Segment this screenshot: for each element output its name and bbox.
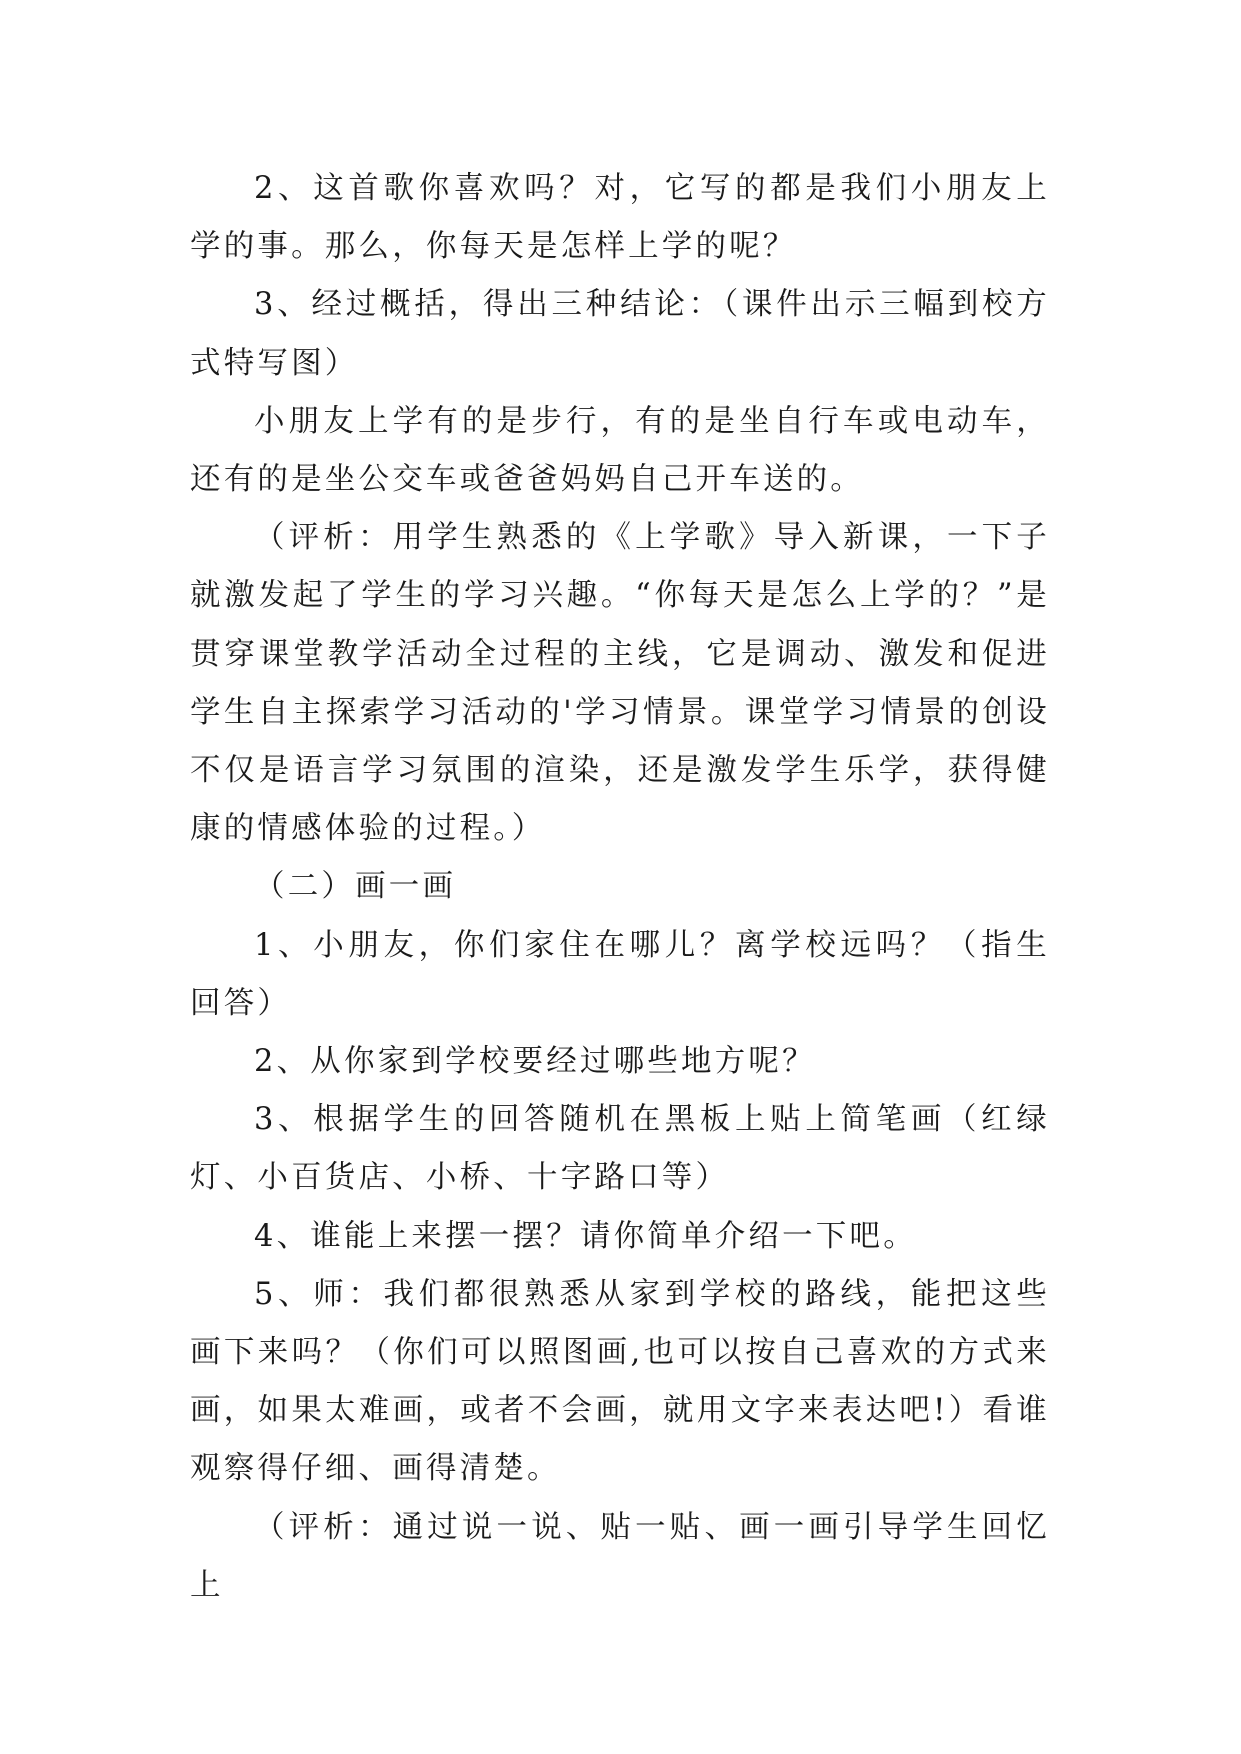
paragraph-conclusion-3: 3、经过概括，得出三种结论：（课件出示三幅到校方式特写图）: [190, 287, 1050, 381]
paragraph-commentary-2: （评析：通过说一说、贴一贴、画一画引导学生回忆上: [190, 1509, 1050, 1603]
section-heading-draw: （二）画一画: [254, 869, 457, 905]
paragraph-draw-3: 3、根据学生的回答随机在黑板上贴上简笔画（红绿灯、小百货店、小桥、十字路口等）: [190, 1102, 1050, 1196]
paragraph-commentary-1: （评析：用学生熟悉的《上学歌》导入新课，一下子就激发起了学生的学习兴趣。“你每天是怎么上学的？”是贯穿课堂教学活动全过程的主线，它是调动、激发和促进学生自主探索学习活动的'学习情景。课堂学习情景的创设不仅是语言学习氛围的渲染，还是激发学生乐学，获得健康的情感体验的过程。）: [190, 520, 1050, 847]
document-body: [190, 160, 1050, 1615]
paragraph-draw-4: 4、谁能上来摆一摆？请你简单介绍一下吧。: [254, 1218, 917, 1254]
paragraph-transport-ways: 小朋友上学有的是步行，有的是坐自行车或电动车，还有的是坐公交车或爸爸妈妈自己开车送的。: [190, 403, 1050, 498]
paragraph-question-2: 2、这首歌你喜欢吗？对，它写的都是我们小朋友上学的事。那么，你每天是怎样上学的呢？: [190, 171, 1050, 265]
paragraph-draw-5: 5、师：我们都很熟悉从家到学校的路线，能把这些画下来吗？（你们可以照图画,也可以按自己喜欢的方式来画，如果太难画，或者不会画，就用文字来表达吧!）看谁观察得仔细、画得清楚。: [190, 1276, 1050, 1487]
paragraph-draw-1: 1、小朋友，你们家住在哪儿？离学校远吗？（指生回答）: [190, 927, 1050, 1021]
paragraph-draw-2: 2、从你家到学校要经过哪些地方呢？: [254, 1044, 816, 1080]
